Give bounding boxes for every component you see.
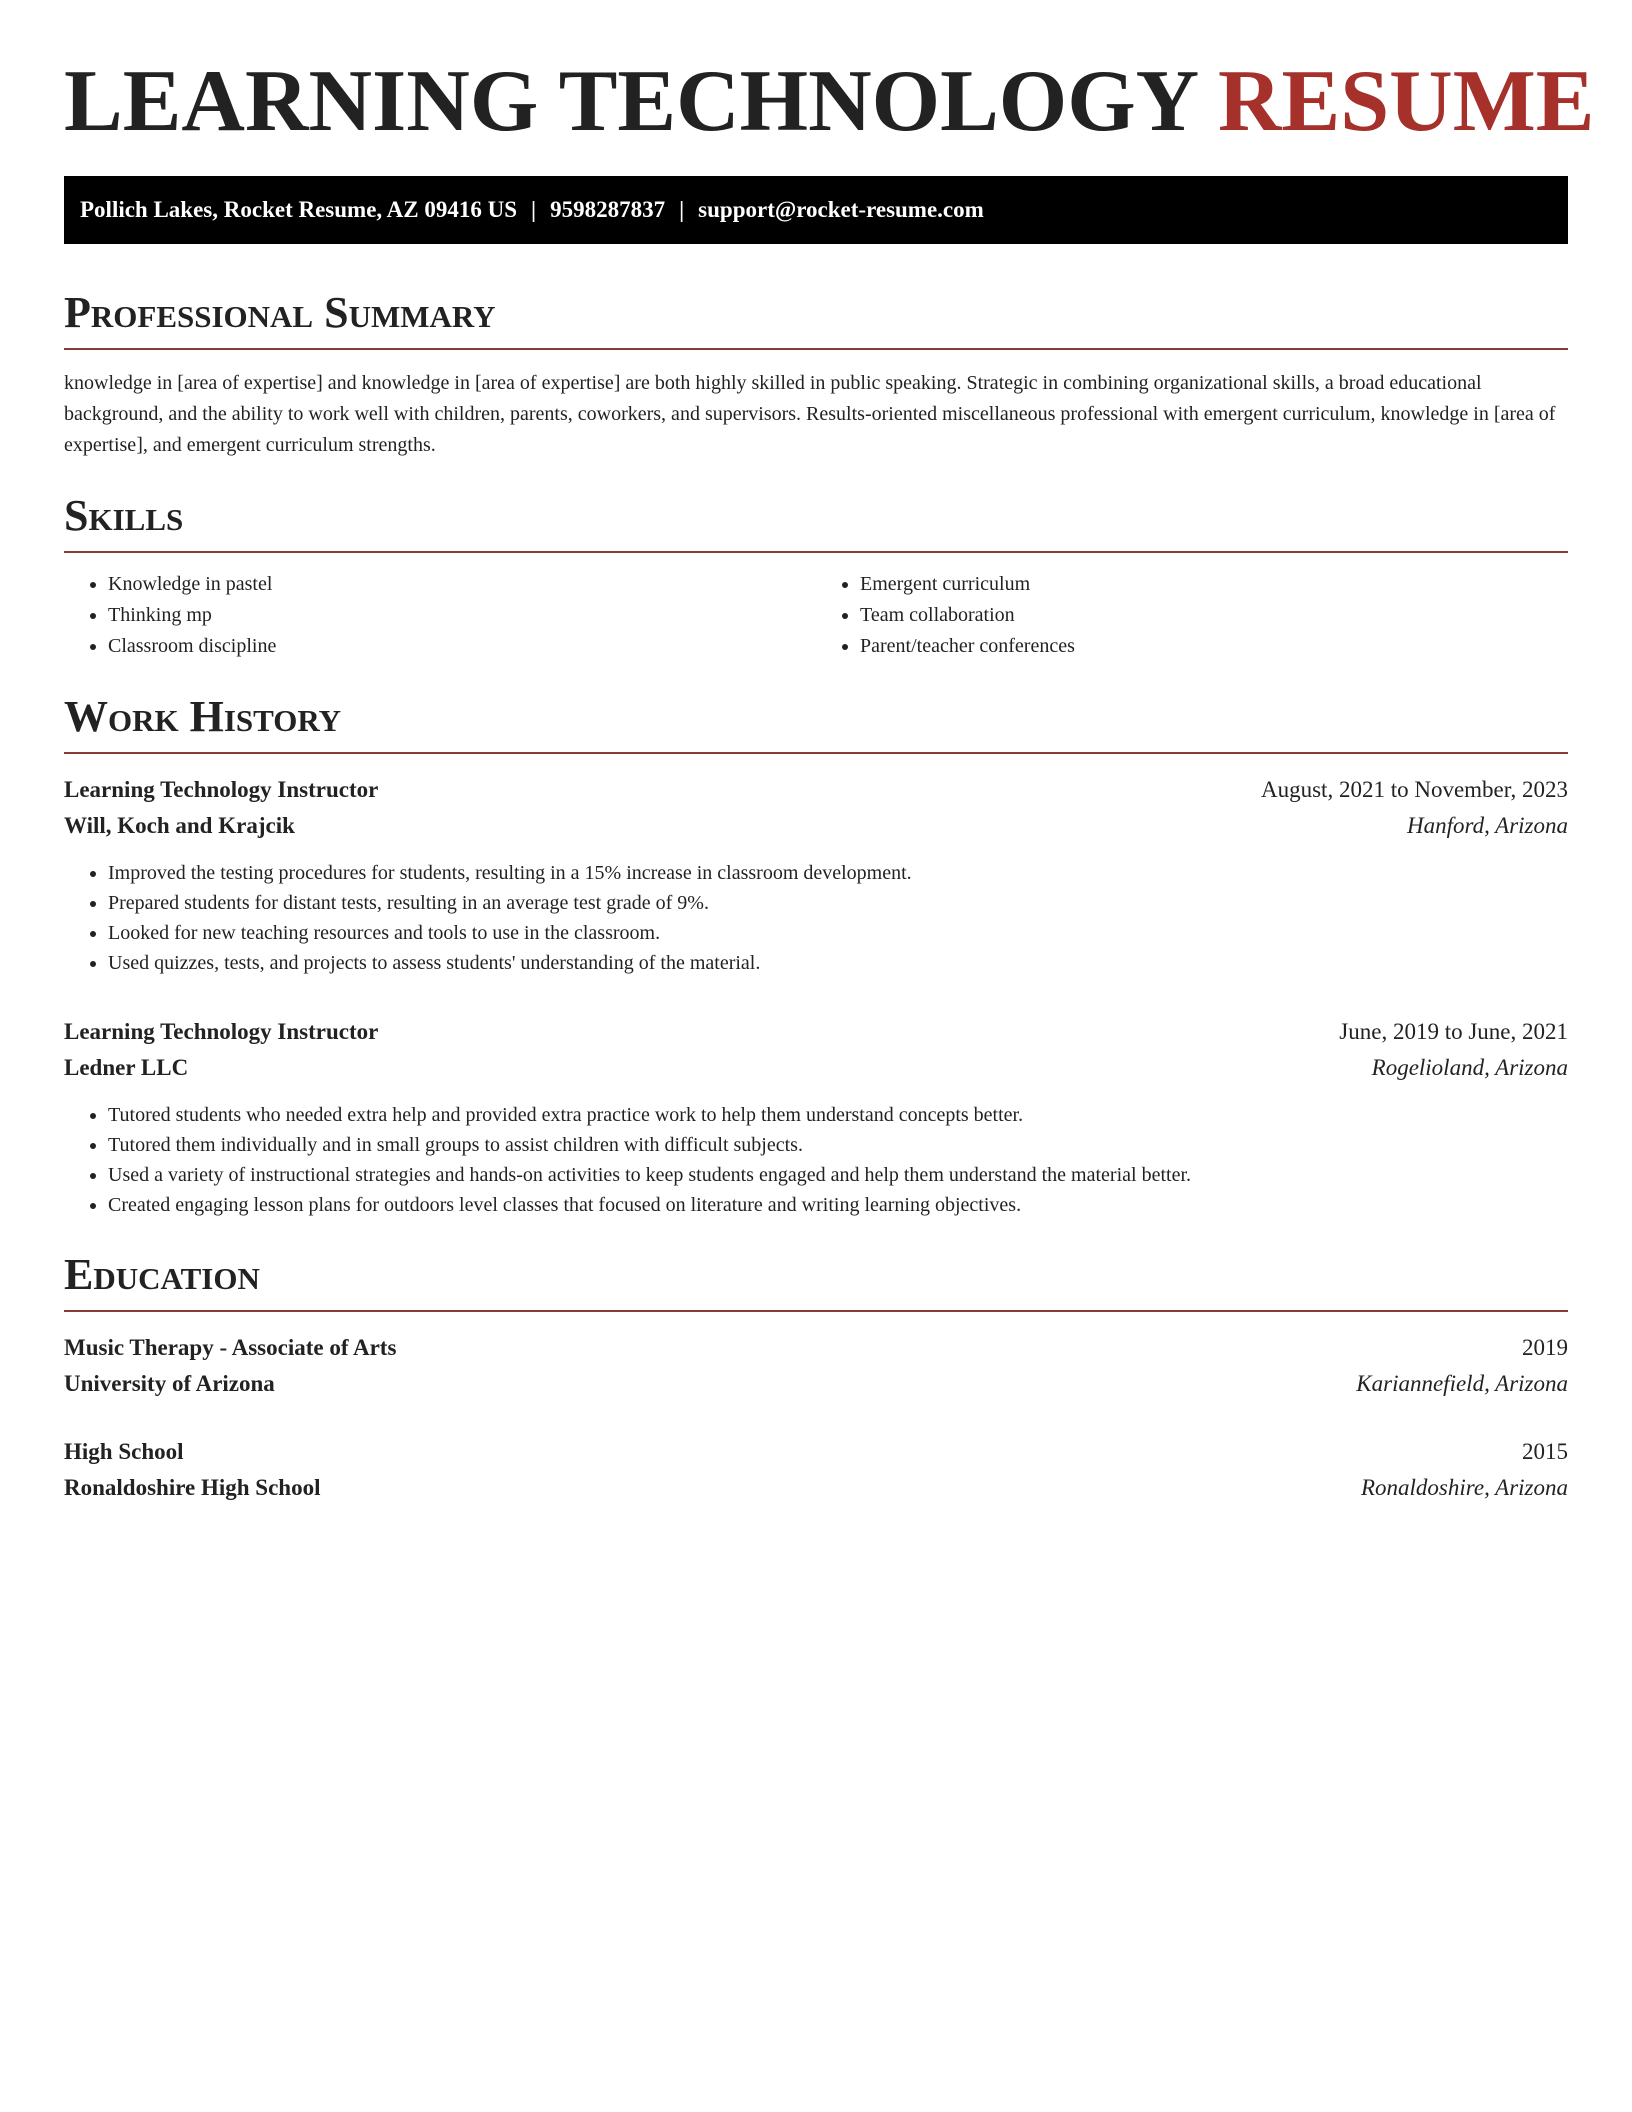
work-section bbox=[64, 692, 1568, 1220]
job-bullet: • Looked for new teaching resources and tools to use in the classroom. bbox=[108, 918, 1568, 948]
section-divider bbox=[64, 348, 1568, 350]
title-accent: RESUME bbox=[1217, 53, 1595, 150]
education-year: 2015 bbox=[1522, 1439, 1568, 1464]
job-header-row bbox=[64, 1014, 1568, 1050]
job-bullet: • Used quizzes, tests, and projects to assess students' understanding of the material. bbox=[108, 948, 1568, 978]
contact-separator: | bbox=[531, 197, 537, 222]
skill-item: • Team collaboration bbox=[860, 600, 1568, 631]
skill-item: • Emergent curriculum bbox=[860, 569, 1568, 600]
resume-title bbox=[64, 52, 1595, 152]
education-location: Kariannefield, Arizona bbox=[1356, 1371, 1568, 1396]
job-entry bbox=[64, 1014, 1568, 1220]
summary-section bbox=[64, 288, 1568, 461]
skills-section bbox=[64, 491, 1568, 662]
skills-list-left bbox=[64, 569, 816, 662]
contact-phone: 9598287837 bbox=[550, 197, 666, 222]
contact-email: support@rocket-resume.com bbox=[698, 197, 984, 222]
section-heading: Education bbox=[64, 1250, 260, 1299]
job-header-row bbox=[64, 772, 1568, 808]
section-divider bbox=[64, 752, 1568, 754]
section-heading: Skills bbox=[64, 491, 184, 540]
section-divider bbox=[64, 1310, 1568, 1312]
education-year: 2019 bbox=[1522, 1335, 1568, 1360]
job-bullet: • Improved the testing procedures for students, resulting in a 15% increase in classroom development. bbox=[108, 858, 1568, 888]
skill-item: • Classroom discipline bbox=[108, 631, 816, 662]
skill-item: • Thinking mp bbox=[108, 600, 816, 631]
job-bullets bbox=[64, 1100, 1568, 1220]
job-bullet: • Created engaging lesson plans for outdoors level classes that focused on literature and writing learning objectives. bbox=[108, 1190, 1568, 1220]
section-heading: Professional Summary bbox=[64, 288, 496, 337]
job-bullet: • Tutored them individually and in small groups to assist children with difficult subjects. bbox=[108, 1130, 1568, 1160]
title-main: LEARNING TECHNOLOGY bbox=[64, 53, 1196, 150]
education-header-row bbox=[64, 1434, 1568, 1470]
education-degree: High School bbox=[64, 1439, 184, 1464]
job-dates: August, 2021 to November, 2023 bbox=[1261, 777, 1568, 802]
job-location: Rogelioland, Arizona bbox=[1371, 1055, 1568, 1080]
education-school: University of Arizona bbox=[64, 1371, 275, 1396]
job-dates: June, 2019 to June, 2021 bbox=[1339, 1019, 1568, 1044]
job-title: Learning Technology Instructor bbox=[64, 777, 379, 802]
education-entry bbox=[64, 1330, 1568, 1402]
job-company: Ledner LLC bbox=[64, 1055, 189, 1080]
job-company-row bbox=[64, 808, 1568, 844]
education-header-row bbox=[64, 1330, 1568, 1366]
job-company-row bbox=[64, 1050, 1568, 1086]
skills-columns bbox=[64, 569, 1568, 662]
section-divider bbox=[64, 551, 1568, 553]
skills-list-right bbox=[816, 569, 1568, 662]
contact-separator: | bbox=[679, 197, 685, 222]
job-location: Hanford, Arizona bbox=[1406, 813, 1568, 838]
summary-text: knowledge in [area of expertise] and knowledge in [area of expertise] are both highly skilled in public speaking. Strategic in combining organizational skills, a broad educational background, and the ability to work well with children, parents, coworkers, and supervisors. Results-oriented miscellaneous professional with emergent curriculum, knowledge in [area of expertise], and emergent curriculum strengths. bbox=[64, 372, 1556, 456]
section-heading: Work History bbox=[64, 692, 342, 741]
job-company: Will, Koch and Krajcik bbox=[64, 813, 295, 838]
education-section bbox=[64, 1250, 1568, 1506]
education-location: Ronaldoshire, Arizona bbox=[1360, 1475, 1568, 1500]
education-school-row bbox=[64, 1470, 1568, 1506]
skill-item: • Knowledge in pastel bbox=[108, 569, 816, 600]
contact-bar bbox=[64, 176, 1568, 244]
education-degree: Music Therapy - Associate of Arts bbox=[64, 1335, 397, 1360]
education-school-row bbox=[64, 1366, 1568, 1402]
job-bullets bbox=[64, 858, 1568, 978]
job-bullet: • Tutored students who needed extra help and provided extra practice work to help them understand concepts better. bbox=[108, 1100, 1568, 1130]
job-entry bbox=[64, 772, 1568, 978]
education-school: Ronaldoshire High School bbox=[64, 1475, 321, 1500]
skill-item: • Parent/teacher conferences bbox=[860, 631, 1568, 662]
contact-address: Pollich Lakes, Rocket Resume, AZ 09416 US bbox=[80, 197, 517, 222]
job-bullet: • Used a variety of instructional strategies and hands-on activities to keep students engaged and help them understand the material better. bbox=[108, 1160, 1568, 1190]
education-entry bbox=[64, 1434, 1568, 1506]
job-bullet: • Prepared students for distant tests, resulting in an average test grade of 9%. bbox=[108, 888, 1568, 918]
job-title: Learning Technology Instructor bbox=[64, 1019, 379, 1044]
